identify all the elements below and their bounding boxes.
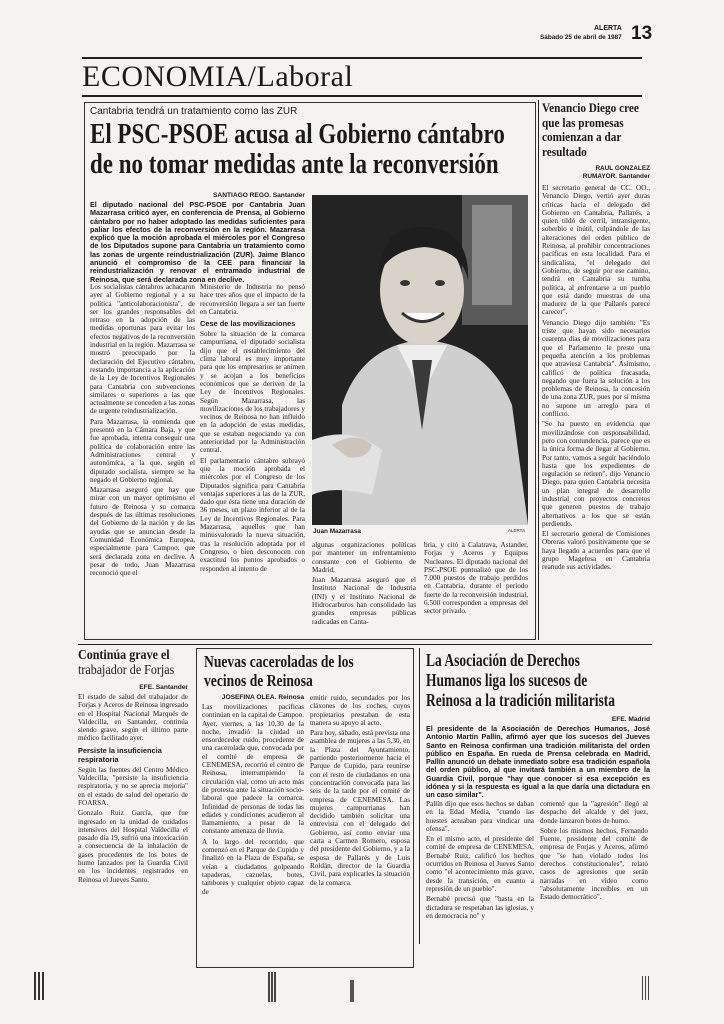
main-headline-line-2: de no tomar medidas ante la reconversión: [90, 149, 499, 180]
main-column-1: [90, 283, 195, 579]
main-lead: El diputado nacional del PSC-PSOE por Cantabria Juan Mazarrasa criticó ayer, en conferencia de Prensa, al Gobierno cántabro por no haber adoptado las medidas suficientes para paliar los efectos de la reconversión en la región. Mazarrasa explicó que la moción aprobada el miércoles por el Congreso de los Diputados supone para Cantabria un tratamiento como las zonas de urgente reindustrialización (ZUR). Jaime Blanco anunció el compromiso de la CEE para financiar la reindustrialización y renovar el entramado industrial de Reinosa, que será declarada zona en declive.: [90, 200, 305, 284]
side-paragraph: El secretario general de CC. OO., Venancio Diego, vertió ayer duras críticas hacia el delegado del Gobierno en Cantabria, Pallarés, a quien tildó de cerril, intransigente, soberbio e inútil, culpándole de las alteraciones del orden público de Reinosa, al prohibir concentraciones pacíficas en esta localidad. Para el sindicalista, "el delegado del Gobierno, de seguir por ese camino, tendrá en Cantabria su tumba política, al enfrentarse a un pueblo que está dando muestras de una madurez de la que Pallarés parece carecer".: [542, 184, 650, 317]
main-col2-paragraph: El parlamentario cántabro subrayó que la moción aprobada el miércoles por el Congreso de los Diputados significa para Cantabria ventajas superiores a las de la ZUR, dado que ésta tiene una duración de 36 meses, un plazo inferior al de la Ley de Incentivos Regionales. Para Mazarrasa, aquellos que han minusvalorado la nueva situación, tras la resolución adoptada por el Congreso, o bien desconocen con exactitud los puntos aprobados o responden al intento de: [200, 456, 305, 573]
portrait-image: [312, 195, 528, 525]
photo-caption: Juan Mazarrasa: [313, 528, 361, 535]
main-byline: SANTIAGO REGO. Santander: [213, 192, 305, 199]
forjas-paragraph: Según las fuentes del Centro Médico Valdecilla, "persiste la insuficiencia respiratoria, y no se aprecia mejoría" en el estado de salud del operario de FOARSA.: [78, 765, 188, 807]
main-col2-paragraph: Sobre la situación de la comarca campurriana, el diputado socialista dijo que el restablecimiento del clima laboral es muy importante para que los empresarios se animen y se acojan a los beneficios económicos que se deriven de la Ley de Incentivos Regionales. Según Mazarrasa, las movilizaciones de los trabajadores y vecinos de Reinosa no han influido en la adopción de estas medidas, que se estaban negociando ya con anterioridad por la Administración central.: [200, 330, 305, 455]
caceroladas-paragraph: emitir ruido, secundados por los cláxones de los coches, cuyos propietarios prestaban de esta manera su apoyo al acto.: [310, 694, 410, 727]
side-body: [542, 184, 650, 574]
main-col1-paragraph: Mazarrasa aseguró que hay que mirar con un mayor optimismo el futuro de Reinosa y su comarca después de las últimas resoluciones del Gobierno de la nación y de las ayudas que se anuncian desde la Comunidad Económica Europea, especialmente para Campoo, que será declarada zona en declive. A pesar de todo, Juan Mazarrasa reconoció que el: [90, 486, 195, 578]
masthead-date: Sábado 25 de abril de 1987: [540, 34, 622, 41]
main-col3-paragraph: Juan Mazarrasa aseguró que el Instituto Nacional de Industria (INI) y el Instituto Nacional de Hidrocarburos han consolidado las grandes empresas públicas radicadas en Canta-: [312, 576, 416, 626]
main-column-4: [424, 541, 528, 618]
guardia-column-2: [540, 800, 648, 904]
guardia-byline: EFE. Madrid: [611, 716, 650, 723]
guardia-column-1: [426, 800, 534, 922]
side-byline-line-1: RAUL GONZALEZ: [595, 165, 650, 172]
caceroladas-column-1: [202, 694, 304, 898]
bottom-section-rule: [78, 644, 652, 645]
scan-mark-left: [34, 972, 44, 1000]
main-column-3: [312, 541, 416, 628]
main-col2-subhead: Cese de las movilizaciones: [200, 319, 296, 329]
scan-mark-mid: [350, 980, 354, 1002]
side-byline: [542, 165, 650, 181]
main-col1-paragraph: Los socialistas cántabros achacaron ayer al Gobierno regional y a su política "anticolaboracionista", de ser los grandes responsables del retraso en la adopción de las medidas oportunas para evitar los efectos negativos de la reconversión industrial en la región. Mazarrasa se mostró preocupado por la declaración del Ejecutivo cántabro, restando importancia a la aplicación de la Ley de Incentivos Regionales para Cantabria con subvenciones similares o superiores a las que actualmente se conceden a las zonas de urgente reindustrialización.: [90, 283, 195, 416]
scan-mark-right: [642, 976, 650, 1000]
guardia-headline-line-1: La Asociación de Derechos: [426, 650, 580, 670]
main-col2-paragraph: Ministerio de Industria no pensó hace tres años que el impacto de la reconversión llegara a ser tan fuerte en Cantabria.: [200, 283, 305, 316]
forjas-subhead: Persiste la insuficiencia respiratoria: [78, 745, 162, 764]
guardia-paragraph: Sobre los mismos hechos, Fernando Fuente, presidente del comité de empresa de Forjas y Aceros, afirmó que "se han violado todos los derechos constitucionales", relató casos de agresiones que serán narradas en vídeo como "absolutamente increíbles en un Estado democrático".: [540, 826, 648, 902]
page-number: 13: [631, 23, 653, 44]
guardia-headline-line-2: Humanos liga los sucesos de: [426, 670, 588, 690]
side-paragraph: Venancio Diego dijo también: "Es triste que hayan sido necesarios cuarenta días de movilizaciones para que el Parlamento le preste una pequeña atención a los problemas que atraviesa Cantabria". Asimismo, calificó de política fracasada, negando que fuera la solución a los problemas de Reinosa, la concesión de una zona ZUR, pues por sí misma no supone un arreglo para el conflicto.: [542, 318, 650, 419]
guardia-headline-line-3: Reinosa a la tradición militarista: [426, 690, 615, 710]
scan-mark-center: [268, 972, 276, 1002]
forjas-byline: EFE. Santander: [139, 684, 188, 691]
side-left-rule: [538, 100, 539, 640]
guardia-lead-block: [426, 716, 650, 803]
caceroladas-byline: JOSEFINA OLEA. Reinosa: [221, 694, 304, 701]
side-byline-line-2: RUMAYOR. Santander: [582, 173, 650, 180]
caceroladas-column-2: [310, 694, 410, 889]
masthead: [540, 23, 652, 49]
caceroladas-headline-line-2: vecinos de Reinosa: [204, 671, 313, 690]
forjas-headline-line-2: trabajador de Forjas: [78, 663, 175, 678]
main-kicker: Cantabria tendrá un tratamiento como las ZUR: [90, 106, 298, 117]
guardia-lead: El presidente de la Asociación de Derechos Humanos, José Antonio Martín Pallín, afirmó ayer que los sucesos del Jueves Santo en Reinosa confirman una tradición militarista del orden público en España. En rueda de Prensa celebrada en Madrid, Pallín anunció un debate inmediato sobre esa tradición española del orden público, al que invitará también a un miembro de la Guardia Civil, porque "hay que conocer si esa excepción es idónea y si la respuesta es igual a la que daría una dictadura en un caso similar".: [426, 724, 650, 800]
side-headline: Venancio Diego cree que las promesas comienzan a dar resultado: [542, 101, 639, 159]
section-top-rule: [82, 57, 642, 59]
caceroladas-paragraph: Para hoy, sábado, está prevista una asamblea de mujeres a las 5,30, en la Plaza del Ayuntamiento, partiendo posteriormente hacia el Parque de Cupido, para reunirse con el resto de ciudadanos en una concentración convocada para las seis de la tarde por el comité de empresa de CENEMESA. Las mujeres campurrianas han decidido también solicitar una entrevista con el delegado del Gobierno, así como enviar una carta a Carmen Romero, esposa del presidente del Gobierno, y a la esposa de Pallarés y de Luis Roldán, director de la Guardia Civil, para explicarles la situación de la comarca.: [310, 729, 410, 887]
caceroladas-headline-line-1: Nuevas caceroladas de los: [204, 652, 354, 671]
side-paragraph: El secretario general de Comisiones Obreras valoró positivamente que se haya llegado a acuerdos para que el grupo Magefesa en Cantabria reanude sus actividades.: [542, 530, 650, 572]
main-headline-line-1: El PSC-PSOE acusa al Gobierno cántabro: [90, 119, 505, 150]
forjas-paragraph: Gonzalo Ruiz García, que fue ingresado en la unidad de cuidados intensivos del Hospital Valdecilla el pasado día 19, sufrió una intoxicación a consecuencia de la inhalación de gases procedentes de los botes de humo lanzados por la Guardia Civil en los incidentes registrados en Reinosa el Jueves Santo.: [78, 809, 188, 884]
main-col3-paragraph: algunas organizaciones políticas por mantener un enfrentamiento constante con el Gobierno de Madrid.: [312, 541, 416, 574]
masthead-paper-name: ALERTA: [594, 25, 622, 32]
section-bottom-rule: [82, 95, 642, 97]
side-paragraph: "Se ha puesto en evidencia que movilizándose con responsabilidad, pero con contundencia, parece que es la única forma de llegar al Gobierno. Por tanto, vamos a seguir haciéndolo hasta que los expedientes de regulación se retiren", dijo Venancio Diego, para quien Cantabria necesita un plan integral de desarrollo industrial con proyectos concretos que generen puestos de trabajo alternativos a los que se están perdiendo.: [542, 420, 650, 528]
photo-juan-mazarrasa: [312, 195, 528, 525]
guardia-left-rule: [419, 648, 420, 944]
guardia-paragraph: Bernabé precisó que "hasta en la dictadura se respetaban las iglesias, y en democracia no" y: [426, 895, 534, 920]
photo-credit: ALERTA: [508, 528, 526, 533]
guardia-paragraph: Pallín dijo que esos hechos se daban en la Edad Media, "cuando las huestes actuaban para vindicar una ofensa".: [426, 800, 534, 833]
forjas-paragraph: El estado de salud del trabajador de Forjas y Aceros de Reinosa ingresado en el Hospital Nacional Marqués de Valdecilla, en Santander, continúa siendo grave, según el último parte médico facilitado ayer.: [78, 693, 188, 743]
forjas-headline-line-1: Continúa grave el: [78, 648, 170, 663]
guardia-paragraph: comentó que la "agresión" llegó al despacho del alcalde y del juez, donde lanzaron botes de humo.: [540, 800, 648, 825]
main-col1-paragraph: Para Mazarrasa, la enmienda que presentó en la Cámara Baja, y que fue aprobada, intenta conseguir una política de colaboración entre las Administraciones central y autonómica, a la que, según el diputado socialista, siempre se ha negado el Gobierno regional.: [90, 417, 195, 484]
forjas-article: [78, 648, 188, 886]
guardia-paragraph: En el mismo acto, el presidente del comité de empresa de CENEMESA, Bernabé Ruiz, calificó los hechos ocurridos en Reinosa el Jueves Santo como "el acontecimiento más grave, desde la transición, en cuanto a represión de un pueblo".: [426, 835, 534, 893]
main-column-2: [200, 283, 305, 575]
section-title: ECONOMIA/Laboral: [82, 60, 354, 93]
main-lead-block: [90, 192, 305, 287]
caceroladas-paragraph: Las movilizaciones pacíficas continúan en la capital de Campoo. Ayer, viernes, a las 10,30 de la noche, invadió la ciudad un ensordecedor ruido, procedente de una cacerolada que, convocada por el comité de empresa de CENEMESA, recorrió el centro de Reinosa, interrumpiendo la circulación vial, como un acto más de protesta ante la situación socio-laboral que padece la comarca. Infinidad de personas de todas las edades y condiciones acudieron al llamamiento, a pesar de la constante amenaza de lluvia.: [202, 703, 304, 836]
main-col4-paragraph: bria, y citó a Calatrava, Astander, Forjas y Aceros y Equipos Nucleares. El diputado nacional del PSC-PSOE puntualizó que de los 7.000 puestos de trabajo perdidos en Cantabria, durante el período fuerte de la reconversión industrial, 6.500 corresponden a empresas del sector privado.: [424, 541, 528, 616]
caceroladas-paragraph: A lo largo del recorrido, que comenzó en el Parque de Cupido y finalizó en la Plaza de España, se veían a ciudadanos golpeando tapaderas, cazuelas, botes, tambores y cualquier objeto capaz de: [202, 837, 304, 896]
